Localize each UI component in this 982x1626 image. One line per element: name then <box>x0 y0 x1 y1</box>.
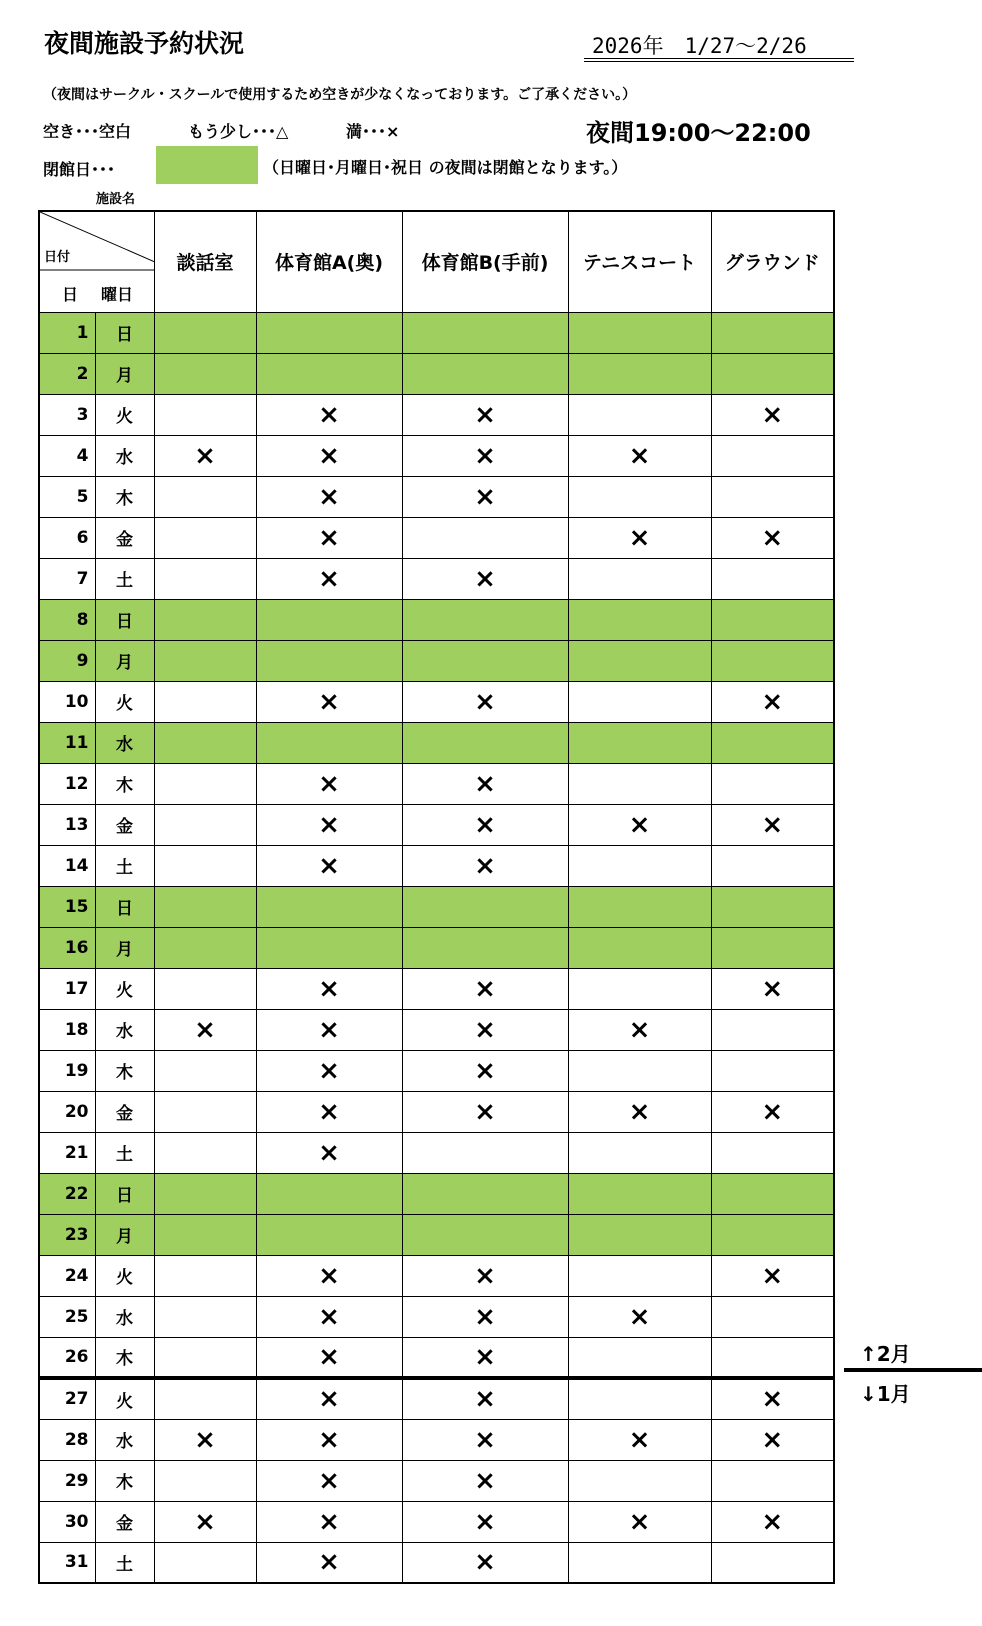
day-cell: 16 <box>39 927 95 968</box>
weekday-cell: 土 <box>95 558 154 599</box>
availability-cell <box>256 312 402 353</box>
availability-cell <box>256 1173 402 1214</box>
availability-cell: × <box>568 435 711 476</box>
availability-cell: × <box>402 763 568 804</box>
day-cell: 13 <box>39 804 95 845</box>
legend-vacant: 空き･･･空白 <box>43 122 132 141</box>
table-row <box>39 640 834 681</box>
availability-cell: × <box>711 681 834 722</box>
table-row <box>39 1542 834 1583</box>
availability-cell <box>568 1542 711 1583</box>
availability-cell: × <box>402 1091 568 1132</box>
day-cell: 1 <box>39 312 95 353</box>
availability-cell <box>154 1214 256 1255</box>
availability-cell: × <box>568 1296 711 1337</box>
table-row <box>39 1378 834 1419</box>
day-cell: 12 <box>39 763 95 804</box>
availability-cell: × <box>711 968 834 1009</box>
day-cell: 19 <box>39 1050 95 1091</box>
availability-cell <box>154 1132 256 1173</box>
day-cell: 25 <box>39 1296 95 1337</box>
weekday-cell: 火 <box>95 681 154 722</box>
availability-cell: × <box>402 394 568 435</box>
weekday-cell: 日 <box>95 886 154 927</box>
availability-cell <box>568 476 711 517</box>
availability-cell <box>568 640 711 681</box>
day-cell: 31 <box>39 1542 95 1583</box>
usage-note: （夜間はサークル・スクールで使用するため空きが少なくなっております。ご了承ください。） <box>43 87 637 103</box>
availability-cell <box>711 1337 834 1378</box>
day-cell: 17 <box>39 968 95 1009</box>
availability-cell: × <box>256 968 402 1009</box>
table-row <box>39 722 834 763</box>
table-row <box>39 1296 834 1337</box>
table-row <box>39 394 834 435</box>
availability-cell: × <box>711 517 834 558</box>
day-cell: 15 <box>39 886 95 927</box>
availability-cell <box>402 1214 568 1255</box>
availability-cell: × <box>402 1460 568 1501</box>
column-header-danwashitsu: 談話室 <box>154 211 256 312</box>
weekday-cell: 金 <box>95 1501 154 1542</box>
day-cell: 14 <box>39 845 95 886</box>
availability-cell: × <box>402 1378 568 1419</box>
availability-cell <box>402 517 568 558</box>
availability-cell <box>568 968 711 1009</box>
table-row <box>39 1132 834 1173</box>
weekday-cell: 土 <box>95 845 154 886</box>
day-cell: 10 <box>39 681 95 722</box>
availability-cell <box>402 722 568 763</box>
availability-cell: × <box>402 968 568 1009</box>
period-range: 2026年 1/27～2/26 <box>592 34 807 58</box>
availability-cell <box>154 804 256 845</box>
availability-cell: × <box>256 476 402 517</box>
availability-cell <box>402 927 568 968</box>
availability-cell: × <box>256 1337 402 1378</box>
table-row <box>39 476 834 517</box>
weekday-cell: 水 <box>95 1009 154 1050</box>
availability-cell: × <box>256 1255 402 1296</box>
day-cell: 9 <box>39 640 95 681</box>
availability-cell: × <box>711 1091 834 1132</box>
day-cell: 8 <box>39 599 95 640</box>
weekday-cell: 木 <box>95 1460 154 1501</box>
availability-cell: × <box>711 1255 834 1296</box>
reservation-table <box>38 210 835 1584</box>
availability-cell <box>402 312 568 353</box>
availability-cell <box>711 1009 834 1050</box>
availability-cell <box>568 1255 711 1296</box>
availability-cell <box>711 312 834 353</box>
availability-cell <box>154 1255 256 1296</box>
availability-cell <box>711 1214 834 1255</box>
date-label: 日付 <box>44 250 71 265</box>
availability-cell <box>154 353 256 394</box>
table-row <box>39 1460 834 1501</box>
availability-cell <box>711 1173 834 1214</box>
availability-cell: × <box>711 394 834 435</box>
availability-cell <box>402 1132 568 1173</box>
weekday-cell: 木 <box>95 476 154 517</box>
period-underline-second <box>584 61 854 62</box>
table-row <box>39 599 834 640</box>
availability-cell: × <box>256 558 402 599</box>
availability-cell <box>711 927 834 968</box>
table-row <box>39 763 834 804</box>
day-cell: 22 <box>39 1173 95 1214</box>
table-row <box>39 845 834 886</box>
table-row <box>39 1173 834 1214</box>
period-underline <box>584 58 854 59</box>
table-header-row <box>39 211 834 312</box>
weekday-cell: 火 <box>95 968 154 1009</box>
availability-cell <box>402 599 568 640</box>
availability-cell <box>256 353 402 394</box>
table-row <box>39 558 834 599</box>
availability-cell <box>568 599 711 640</box>
month-marker-february: ↑2月 <box>860 1342 911 1366</box>
column-header-ground: グラウンド <box>711 211 834 312</box>
availability-cell <box>568 312 711 353</box>
weekday-cell: 日 <box>95 599 154 640</box>
table-row <box>39 681 834 722</box>
legend-few: もう少し･･･△ <box>188 122 289 141</box>
availability-cell: × <box>256 804 402 845</box>
page-title: 夜間施設予約状況 <box>44 29 245 58</box>
availability-cell <box>154 558 256 599</box>
weekday-cell: 水 <box>95 1419 154 1460</box>
availability-cell <box>711 763 834 804</box>
availability-cell <box>154 599 256 640</box>
day-cell: 24 <box>39 1255 95 1296</box>
day-cell: 6 <box>39 517 95 558</box>
availability-cell <box>568 1337 711 1378</box>
availability-cell: × <box>256 394 402 435</box>
weekday-cell: 火 <box>95 1255 154 1296</box>
closed-day-label: 閉館日･･･ <box>43 160 116 179</box>
availability-cell <box>568 1378 711 1419</box>
day-cell: 2 <box>39 353 95 394</box>
availability-cell <box>256 886 402 927</box>
availability-cell: × <box>568 1501 711 1542</box>
table-row <box>39 804 834 845</box>
table-row <box>39 886 834 927</box>
availability-cell <box>711 558 834 599</box>
availability-cell <box>154 1337 256 1378</box>
availability-cell: × <box>256 1132 402 1173</box>
availability-cell <box>154 640 256 681</box>
availability-cell: × <box>256 1542 402 1583</box>
weekday-cell: 水 <box>95 1296 154 1337</box>
availability-cell <box>154 927 256 968</box>
day-header: 日 <box>62 285 79 304</box>
availability-cell <box>256 640 402 681</box>
column-header-gym-a: 体育館A(奥) <box>256 211 402 312</box>
weekday-cell: 日 <box>95 312 154 353</box>
table-row <box>39 1050 834 1091</box>
availability-cell <box>568 886 711 927</box>
availability-cell <box>568 1050 711 1091</box>
night-hours: 夜間19:00～22:00 <box>586 119 811 147</box>
day-cell: 21 <box>39 1132 95 1173</box>
date-header-cell <box>39 211 154 312</box>
availability-cell: × <box>568 804 711 845</box>
availability-cell <box>568 845 711 886</box>
weekday-cell: 月 <box>95 640 154 681</box>
availability-cell: × <box>402 1050 568 1091</box>
weekday-cell: 月 <box>95 353 154 394</box>
weekday-cell: 火 <box>95 394 154 435</box>
month-marker-january: ↓1月 <box>860 1382 911 1406</box>
availability-cell <box>402 353 568 394</box>
availability-cell <box>154 1378 256 1419</box>
availability-cell <box>154 1542 256 1583</box>
weekday-cell: 金 <box>95 1091 154 1132</box>
availability-cell <box>711 1542 834 1583</box>
table-row <box>39 1255 834 1296</box>
availability-cell <box>711 722 834 763</box>
availability-cell: × <box>154 435 256 476</box>
availability-cell <box>154 722 256 763</box>
weekday-cell: 日 <box>95 1173 154 1214</box>
availability-cell: × <box>256 1378 402 1419</box>
table-row <box>39 312 834 353</box>
availability-cell: × <box>256 517 402 558</box>
availability-cell: × <box>256 845 402 886</box>
availability-cell: × <box>568 1009 711 1050</box>
table-row <box>39 1419 834 1460</box>
availability-cell <box>568 1132 711 1173</box>
availability-cell <box>256 722 402 763</box>
availability-cell <box>154 476 256 517</box>
availability-cell: × <box>402 1501 568 1542</box>
availability-cell <box>402 886 568 927</box>
availability-cell <box>568 722 711 763</box>
availability-cell: × <box>256 1009 402 1050</box>
day-cell: 28 <box>39 1419 95 1460</box>
table-row <box>39 1337 834 1378</box>
availability-cell: × <box>256 1091 402 1132</box>
availability-cell: × <box>402 1542 568 1583</box>
availability-cell: × <box>402 1296 568 1337</box>
availability-cell: × <box>402 845 568 886</box>
availability-cell: × <box>711 1419 834 1460</box>
day-cell: 27 <box>39 1378 95 1419</box>
availability-cell: × <box>154 1501 256 1542</box>
availability-cell: × <box>256 435 402 476</box>
availability-cell: × <box>568 1091 711 1132</box>
availability-cell <box>154 312 256 353</box>
table-row <box>39 1501 834 1542</box>
availability-cell <box>711 1296 834 1337</box>
availability-cell <box>568 927 711 968</box>
weekday-cell: 金 <box>95 517 154 558</box>
closed-day-note: （日曜日･月曜日･祝日 の夜間は閉館となります。） <box>263 158 628 177</box>
availability-cell <box>568 1214 711 1255</box>
availability-cell: × <box>154 1419 256 1460</box>
availability-cell <box>256 927 402 968</box>
table-row <box>39 1009 834 1050</box>
availability-cell <box>154 886 256 927</box>
availability-cell <box>154 968 256 1009</box>
closed-color-swatch <box>156 146 258 184</box>
weekday-cell: 火 <box>95 1378 154 1419</box>
weekday-cell: 土 <box>95 1132 154 1173</box>
day-cell: 18 <box>39 1009 95 1050</box>
availability-cell <box>154 1050 256 1091</box>
availability-cell: × <box>256 1419 402 1460</box>
availability-cell: × <box>402 804 568 845</box>
availability-cell <box>154 845 256 886</box>
availability-cell <box>711 435 834 476</box>
availability-cell <box>256 599 402 640</box>
availability-cell <box>711 1050 834 1091</box>
availability-cell <box>154 1296 256 1337</box>
availability-cell: × <box>256 763 402 804</box>
weekday-header: 曜日 <box>101 285 134 304</box>
day-cell: 11 <box>39 722 95 763</box>
weekday-cell: 月 <box>95 1214 154 1255</box>
weekday-cell: 木 <box>95 1050 154 1091</box>
day-cell: 4 <box>39 435 95 476</box>
availability-cell <box>402 1173 568 1214</box>
availability-cell: × <box>402 1009 568 1050</box>
availability-cell: × <box>568 517 711 558</box>
day-cell: 20 <box>39 1091 95 1132</box>
availability-cell <box>711 1132 834 1173</box>
availability-cell <box>568 681 711 722</box>
availability-cell: × <box>154 1009 256 1050</box>
availability-cell <box>711 476 834 517</box>
table-row <box>39 353 834 394</box>
availability-cell <box>568 763 711 804</box>
weekday-cell: 水 <box>95 435 154 476</box>
availability-cell <box>711 353 834 394</box>
availability-cell <box>154 1460 256 1501</box>
column-header-tennis-court: テニスコート <box>568 211 711 312</box>
availability-cell <box>154 681 256 722</box>
availability-cell: × <box>402 558 568 599</box>
day-cell: 26 <box>39 1337 95 1378</box>
availability-cell: × <box>711 804 834 845</box>
weekday-cell: 木 <box>95 1337 154 1378</box>
table-row <box>39 1091 834 1132</box>
legend-full: 満･･･× <box>346 122 400 141</box>
day-cell: 3 <box>39 394 95 435</box>
day-cell: 5 <box>39 476 95 517</box>
availability-cell <box>711 886 834 927</box>
availability-cell <box>568 394 711 435</box>
availability-cell: × <box>711 1501 834 1542</box>
availability-cell: × <box>402 1255 568 1296</box>
availability-cell <box>154 1173 256 1214</box>
table-row <box>39 517 834 558</box>
availability-cell: × <box>256 1050 402 1091</box>
day-cell: 23 <box>39 1214 95 1255</box>
availability-cell <box>154 394 256 435</box>
weekday-cell: 土 <box>95 1542 154 1583</box>
weekday-cell: 金 <box>95 804 154 845</box>
availability-cell: × <box>711 1378 834 1419</box>
weekday-cell: 木 <box>95 763 154 804</box>
availability-cell: × <box>402 1337 568 1378</box>
table-row <box>39 968 834 1009</box>
availability-cell <box>154 517 256 558</box>
month-boundary-line <box>844 1368 982 1372</box>
availability-cell <box>154 1091 256 1132</box>
availability-cell: × <box>256 1296 402 1337</box>
availability-cell <box>568 558 711 599</box>
facility-name-label: 施設名 <box>96 192 136 207</box>
availability-cell: × <box>568 1419 711 1460</box>
table-row <box>39 927 834 968</box>
availability-cell: × <box>402 435 568 476</box>
availability-cell: × <box>402 1419 568 1460</box>
column-header-gym-b: 体育館B(手前) <box>402 211 568 312</box>
availability-cell: × <box>402 681 568 722</box>
availability-cell <box>154 763 256 804</box>
availability-cell <box>568 1173 711 1214</box>
availability-cell <box>711 599 834 640</box>
availability-cell <box>711 640 834 681</box>
table-row <box>39 435 834 476</box>
availability-cell: × <box>256 1460 402 1501</box>
availability-cell <box>568 353 711 394</box>
availability-cell: × <box>256 1501 402 1542</box>
day-cell: 29 <box>39 1460 95 1501</box>
availability-cell <box>711 1460 834 1501</box>
availability-cell <box>256 1214 402 1255</box>
day-cell: 7 <box>39 558 95 599</box>
availability-cell <box>711 845 834 886</box>
weekday-cell: 月 <box>95 927 154 968</box>
availability-cell <box>402 640 568 681</box>
table-row <box>39 1214 834 1255</box>
availability-cell: × <box>256 681 402 722</box>
day-cell: 30 <box>39 1501 95 1542</box>
availability-cell: × <box>402 476 568 517</box>
availability-cell <box>568 1460 711 1501</box>
weekday-cell: 水 <box>95 722 154 763</box>
